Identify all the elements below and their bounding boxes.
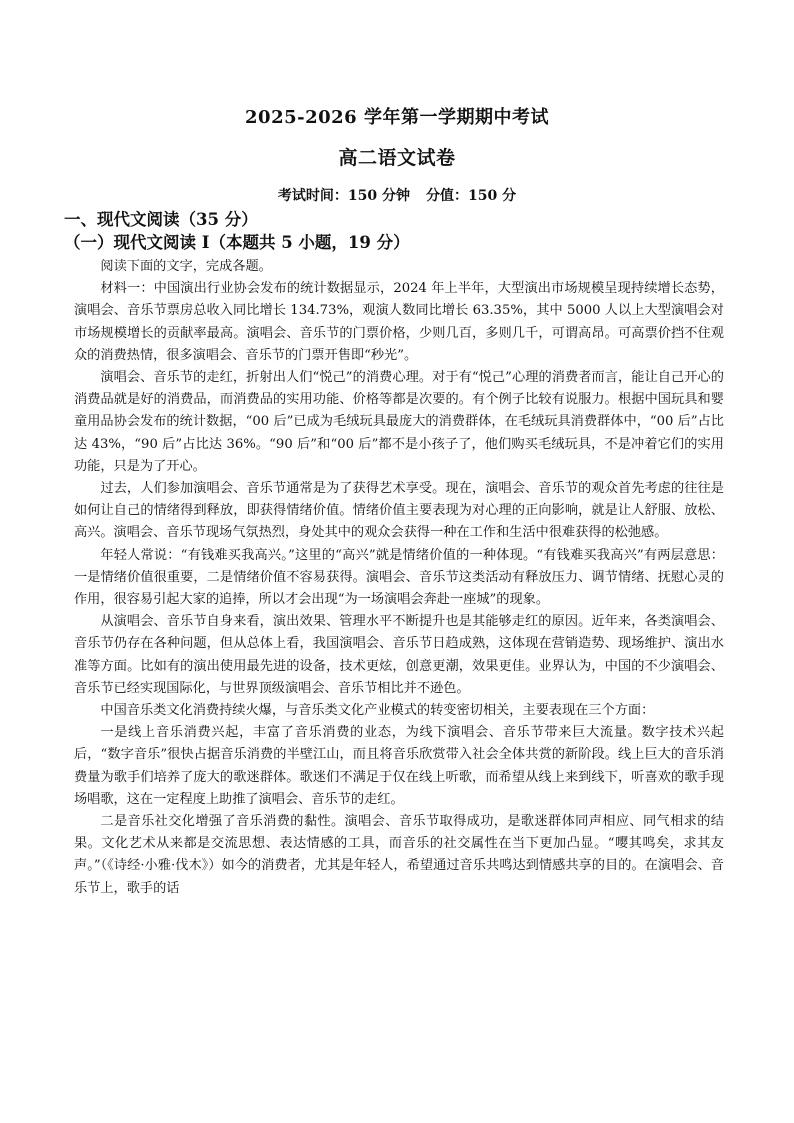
passage-paragraph: 从演唱会、音乐节自身来看，演出效果、管理水平不断提升也是其能够走红的原因。近年来，各类演唱会、音乐节仍存在各种问题，但从总体上看，我国演唱会、音乐节日趋成熟，这体现在营销造势、现场维护、演出水准等方面。比如有的演出使用最先进的设备，技术更炫，创意更潮，效果更佳。业界认为，中国的不少演唱会、音乐节已经实现国际化，与世界顶级演唱会、音乐节相比并不逊色。 bbox=[74, 614, 724, 696]
paper-title: 高二语文试卷 bbox=[338, 147, 456, 169]
passage-paragraph: 演唱会、音乐节的走红，折射出人们“悦己”的消费心理。对于有“悦己”心理的消费者而言，能让自己开心的消费品就是好的消费品，而消费品的实用功能、价格等都是次要的。有个例子比较有说服力。根据中国玩具和婴童用品协会发布的统计数据，“00 后”已成为毛绒玩具最庞大的消费群体，在毛绒玩具消费群体中，“00 后”占比达 43%，“90 后”占比达 36%。“90 后”和“00 后”都不是小孩子了，他们购买毛绒玩具，不是冲着它们的实用功能，只是为了开心。 bbox=[74, 370, 724, 474]
passage-paragraph: 材料一：中国演出行业协会发布的统计数据显示，2024 年上半年，大型演出市场规模呈现持续增长态势，演唱会、音乐节票房总收入同比增长 134.73%，观演人数同比增长 63.35%，其中 5000 人以上大型演唱会对市场规模增长的贡献率最高。演唱会、音乐节的门票价格，少则几百，多则几千，可谓高昂。可高票价挡不住观众的消费热情，很多演唱会、音乐节的门票开售即“秒光”。 bbox=[74, 281, 724, 363]
exam-time: 考试时间：150 分钟 bbox=[277, 188, 410, 204]
exam-meta bbox=[0, 186, 794, 206]
passage-paragraph: 过去，人们参加演唱会、音乐节通常是为了获得艺术享受。现在，演唱会、音乐节的观众首先考虑的往往是如何让自己的情绪得到释放，即获得情绪价值。情绪价值主要表现为对心理的正向影响，就是让人舒服、放松、高兴。演唱会、音乐节现场气氛热烈，身处其中的观众会获得一种在工作和生活中很难获得的松弛感。 bbox=[74, 481, 724, 541]
exam-title: 2025-2026 学年第一学期期中考试 bbox=[245, 107, 549, 128]
reading-passage bbox=[74, 256, 724, 900]
exam-score: 分值：150 分 bbox=[426, 188, 517, 204]
passage-paragraph: 年轻人常说：“有钱难买我高兴。”这里的“高兴”就是情绪价值的一种体现。“有钱难买我高兴”有两层意思：一是情绪价值很重要，二是情绪价值不容易获得。演唱会、音乐节这类活动有释放压力、调节情绪、抚慰心灵的作用，很容易引起大家的追捧，所以才会出现“为一场演唱会奔赴一座城”的现象。 bbox=[74, 547, 724, 608]
section-heading: 一、现代文阅读（35 分） bbox=[64, 210, 258, 229]
instruction-paragraph: 阅读下面的文字，完成各题。 bbox=[100, 259, 272, 274]
passage-paragraph: 中国音乐类文化消费持续火爆，与音乐类文化产业模式的转变密切相关，主要表现在三个方面： bbox=[100, 703, 655, 719]
passage-paragraph: 二是音乐社交化增强了音乐消费的黏性。演唱会、音乐节取得成功，是歌迷群体同声相应、同气相求的结果。文化艺术从来都是交流思想、表达情感的工具，而音乐的社交属性在当下更加凸显。“嘤其鸣矣，求其友声。”（《诗经·小雅·伐木》）如今的消费者，尤其是年轻人，希望通过音乐共鸣达到情感共享的目的。在演唱会、音乐节上，歌手的话 bbox=[74, 814, 724, 896]
passage-paragraph: 一是线上音乐消费兴起，丰富了音乐消费的业态，为线下演唱会、音乐节带来巨大流量。数字技术兴起后，“数字音乐”很快占据音乐消费的半壁江山，而且将音乐欣赏带入社会全体共赏的新阶段。线上巨大的音乐消费量为歌手们培养了庞大的歌迷群体。歌迷们不满足于仅在线上听歌，而希望从线上来到线下，听喜欢的歌手现场唱歌，这在一定程度上助推了演唱会、音乐节的走红。 bbox=[74, 725, 724, 807]
section-subheading: （一）现代文阅读 I（本题共 5 小题，19 分） bbox=[64, 233, 410, 252]
